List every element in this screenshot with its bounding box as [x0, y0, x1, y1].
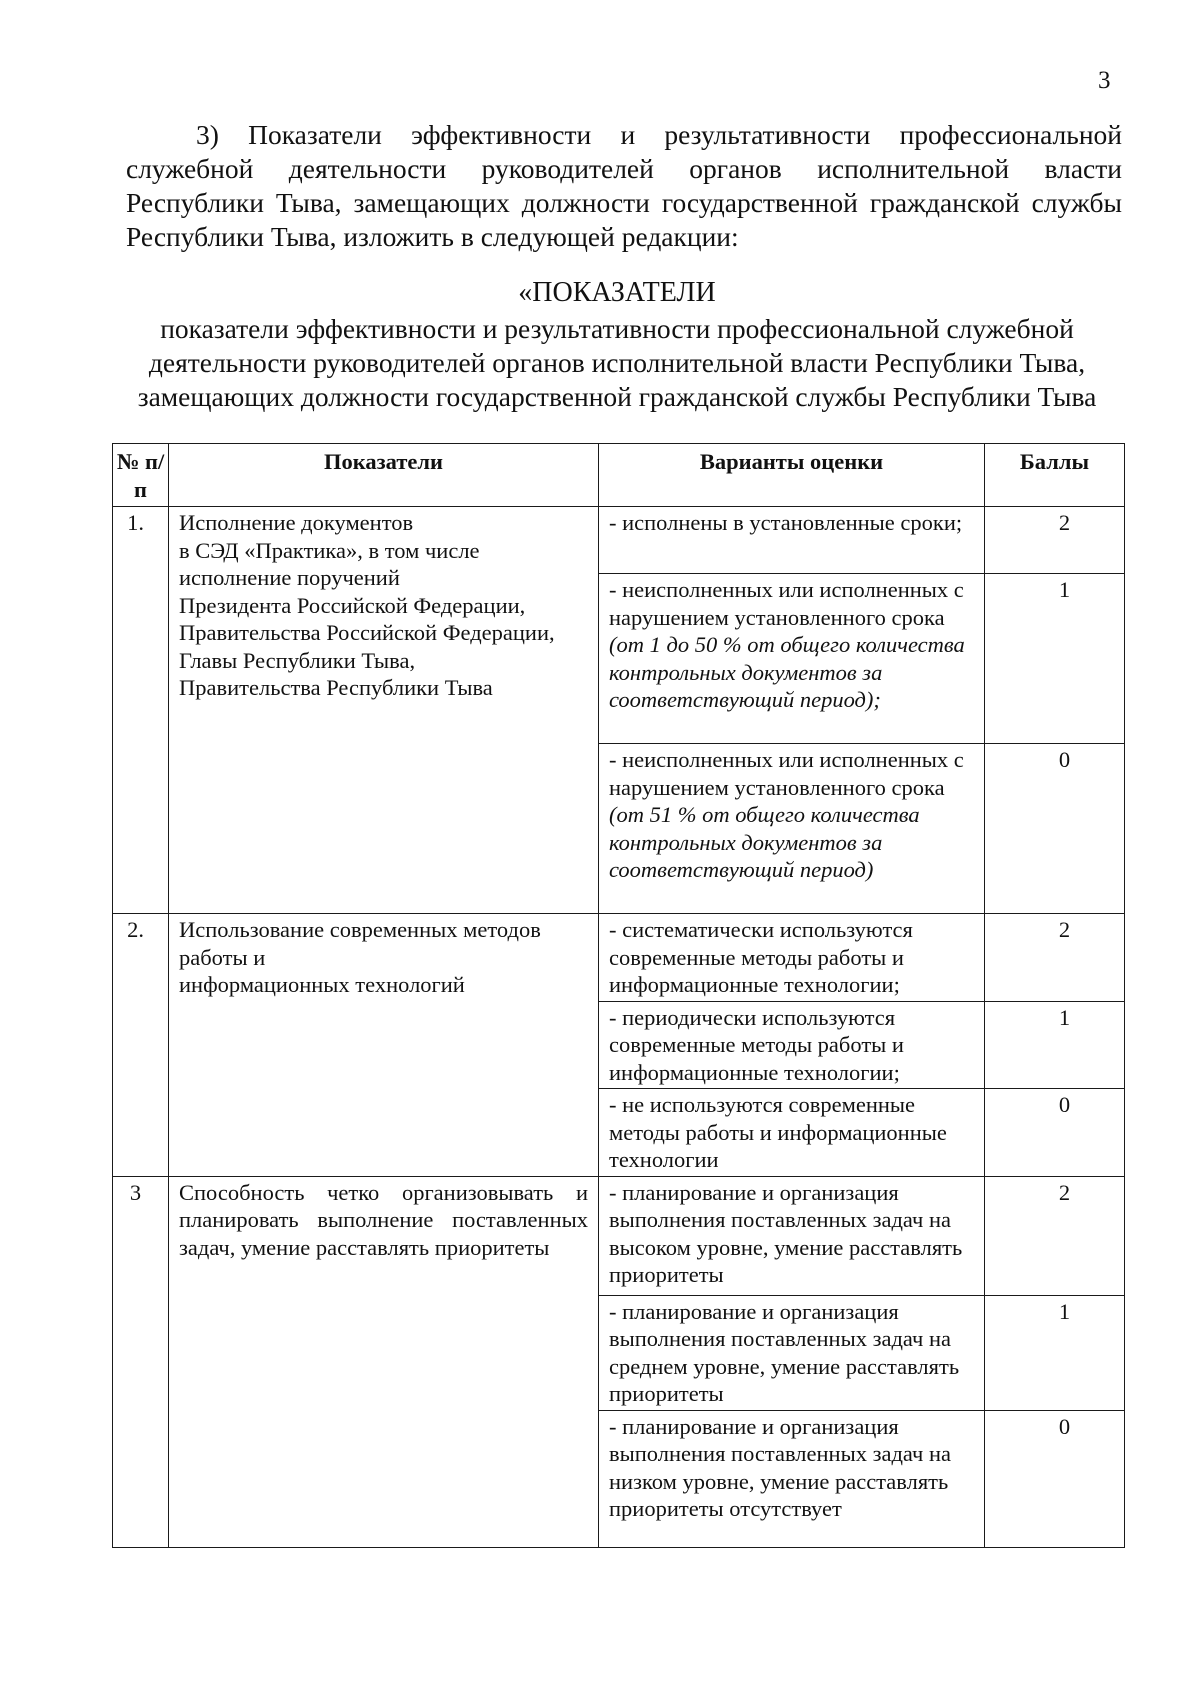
indicator-cell [169, 914, 599, 1177]
table-row [113, 507, 1125, 574]
variant-cell: - планирование и организация выполнения поставленных задач на низком уровне, умение расставлять приоритеты отсутствует [599, 1410, 985, 1547]
indicator-line: в СЭД «Практика», в том числе [179, 537, 480, 563]
indicator-cell: Способность четко организовывать и планировать выполнение поставленных задач, умение расставлять приоритеты [169, 1176, 599, 1547]
header-indicator: Показатели [169, 444, 599, 507]
header-variants: Варианты оценки [599, 444, 985, 507]
variant-cell: - систематически используются современные методы работы и информационные технологии; [599, 914, 985, 1002]
variant-cell [599, 744, 985, 914]
points-cell: 1 [985, 1295, 1125, 1410]
subtitle-line: деятельности руководителей органов исполнительной власти Республики Тыва, [148, 347, 1086, 378]
indicators-table [112, 443, 1125, 1548]
indicator-line: Исполнение документов [179, 510, 414, 535]
variant-cell [599, 507, 985, 574]
points-cell: 0 [985, 1089, 1125, 1177]
points-cell: 0 [985, 744, 1125, 914]
variant-text: - неисполненных или исполненных с нарушением установленного срока [609, 747, 964, 800]
subtitle-line: показатели эффективности и результативности профессиональной служебной [160, 313, 1074, 344]
indicator-line: Президента Российской Федерации, [179, 592, 526, 618]
indicator-line: Правительства Российской Федерации, [179, 620, 555, 645]
variant-cell [599, 574, 985, 744]
variant-text: - исполнены в установленные сроки; [609, 510, 963, 535]
variant-cell: - периодически используются современные методы работы и информационные технологии; [599, 1001, 985, 1089]
row-number: 1. [113, 507, 169, 914]
variant-cell: - планирование и организация выполнения поставленных задач на высоком уровне, умение расставлять приоритеты [599, 1176, 985, 1295]
indicator-line: работы и [179, 944, 266, 970]
variant-note: (от 1 до 50 % от общего количества контрольных документов за соответствующий период); [609, 632, 965, 712]
table-row [113, 1176, 1125, 1295]
indicator-line: Использование современных методов [179, 917, 541, 942]
page-number: 3 [1098, 67, 1111, 94]
indicator-cell [169, 507, 599, 914]
variant-cell: - планирование и организация выполнения поставленных задач на среднем уровне, умение расставлять приоритеты [599, 1295, 985, 1410]
header-number: № п/п [113, 444, 169, 507]
points-cell: 0 [985, 1410, 1125, 1547]
points-cell: 2 [985, 1176, 1125, 1295]
document-title: «ПОКАЗАТЕЛИ [518, 277, 716, 308]
variant-cell: - не используются современные методы работы и информационные технологии [599, 1089, 985, 1177]
subtitle-line: замещающих должности государственной гражданской службы Республики Тыва [137, 381, 1097, 412]
points-cell: 1 [985, 1001, 1125, 1089]
table-header-row [113, 444, 1125, 507]
indicator-line: информационных технологий [179, 972, 465, 997]
indicator-line: Главы Республики Тыва, [179, 647, 416, 673]
intro-paragraph: 3) Показатели эффективности и результативности профессиональной служебной деятельности руководителей органов исполнительной власти Республики Тыва, замещающих должности государственной гражданской службы Республики Тыва, изложить в следующей редакции: [126, 119, 1122, 252]
variant-text: - неисполненных или исполненных с нарушением установленного срока [609, 577, 964, 630]
variant-note: (от 51 % от общего количества контрольных документов за соответствующий период) [609, 802, 920, 882]
row-number: 2. [113, 914, 169, 1177]
points-cell: 1 [985, 574, 1125, 744]
points-cell: 2 [985, 507, 1125, 574]
indicator-line: Правительства Республики Тыва [179, 675, 493, 700]
header-points: Баллы [985, 444, 1125, 507]
document-subtitle [112, 312, 1122, 414]
indicator-line: исполнение поручений [179, 565, 400, 590]
table-row [113, 914, 1125, 1002]
points-cell: 2 [985, 914, 1125, 1002]
row-number: 3 [113, 1176, 169, 1547]
